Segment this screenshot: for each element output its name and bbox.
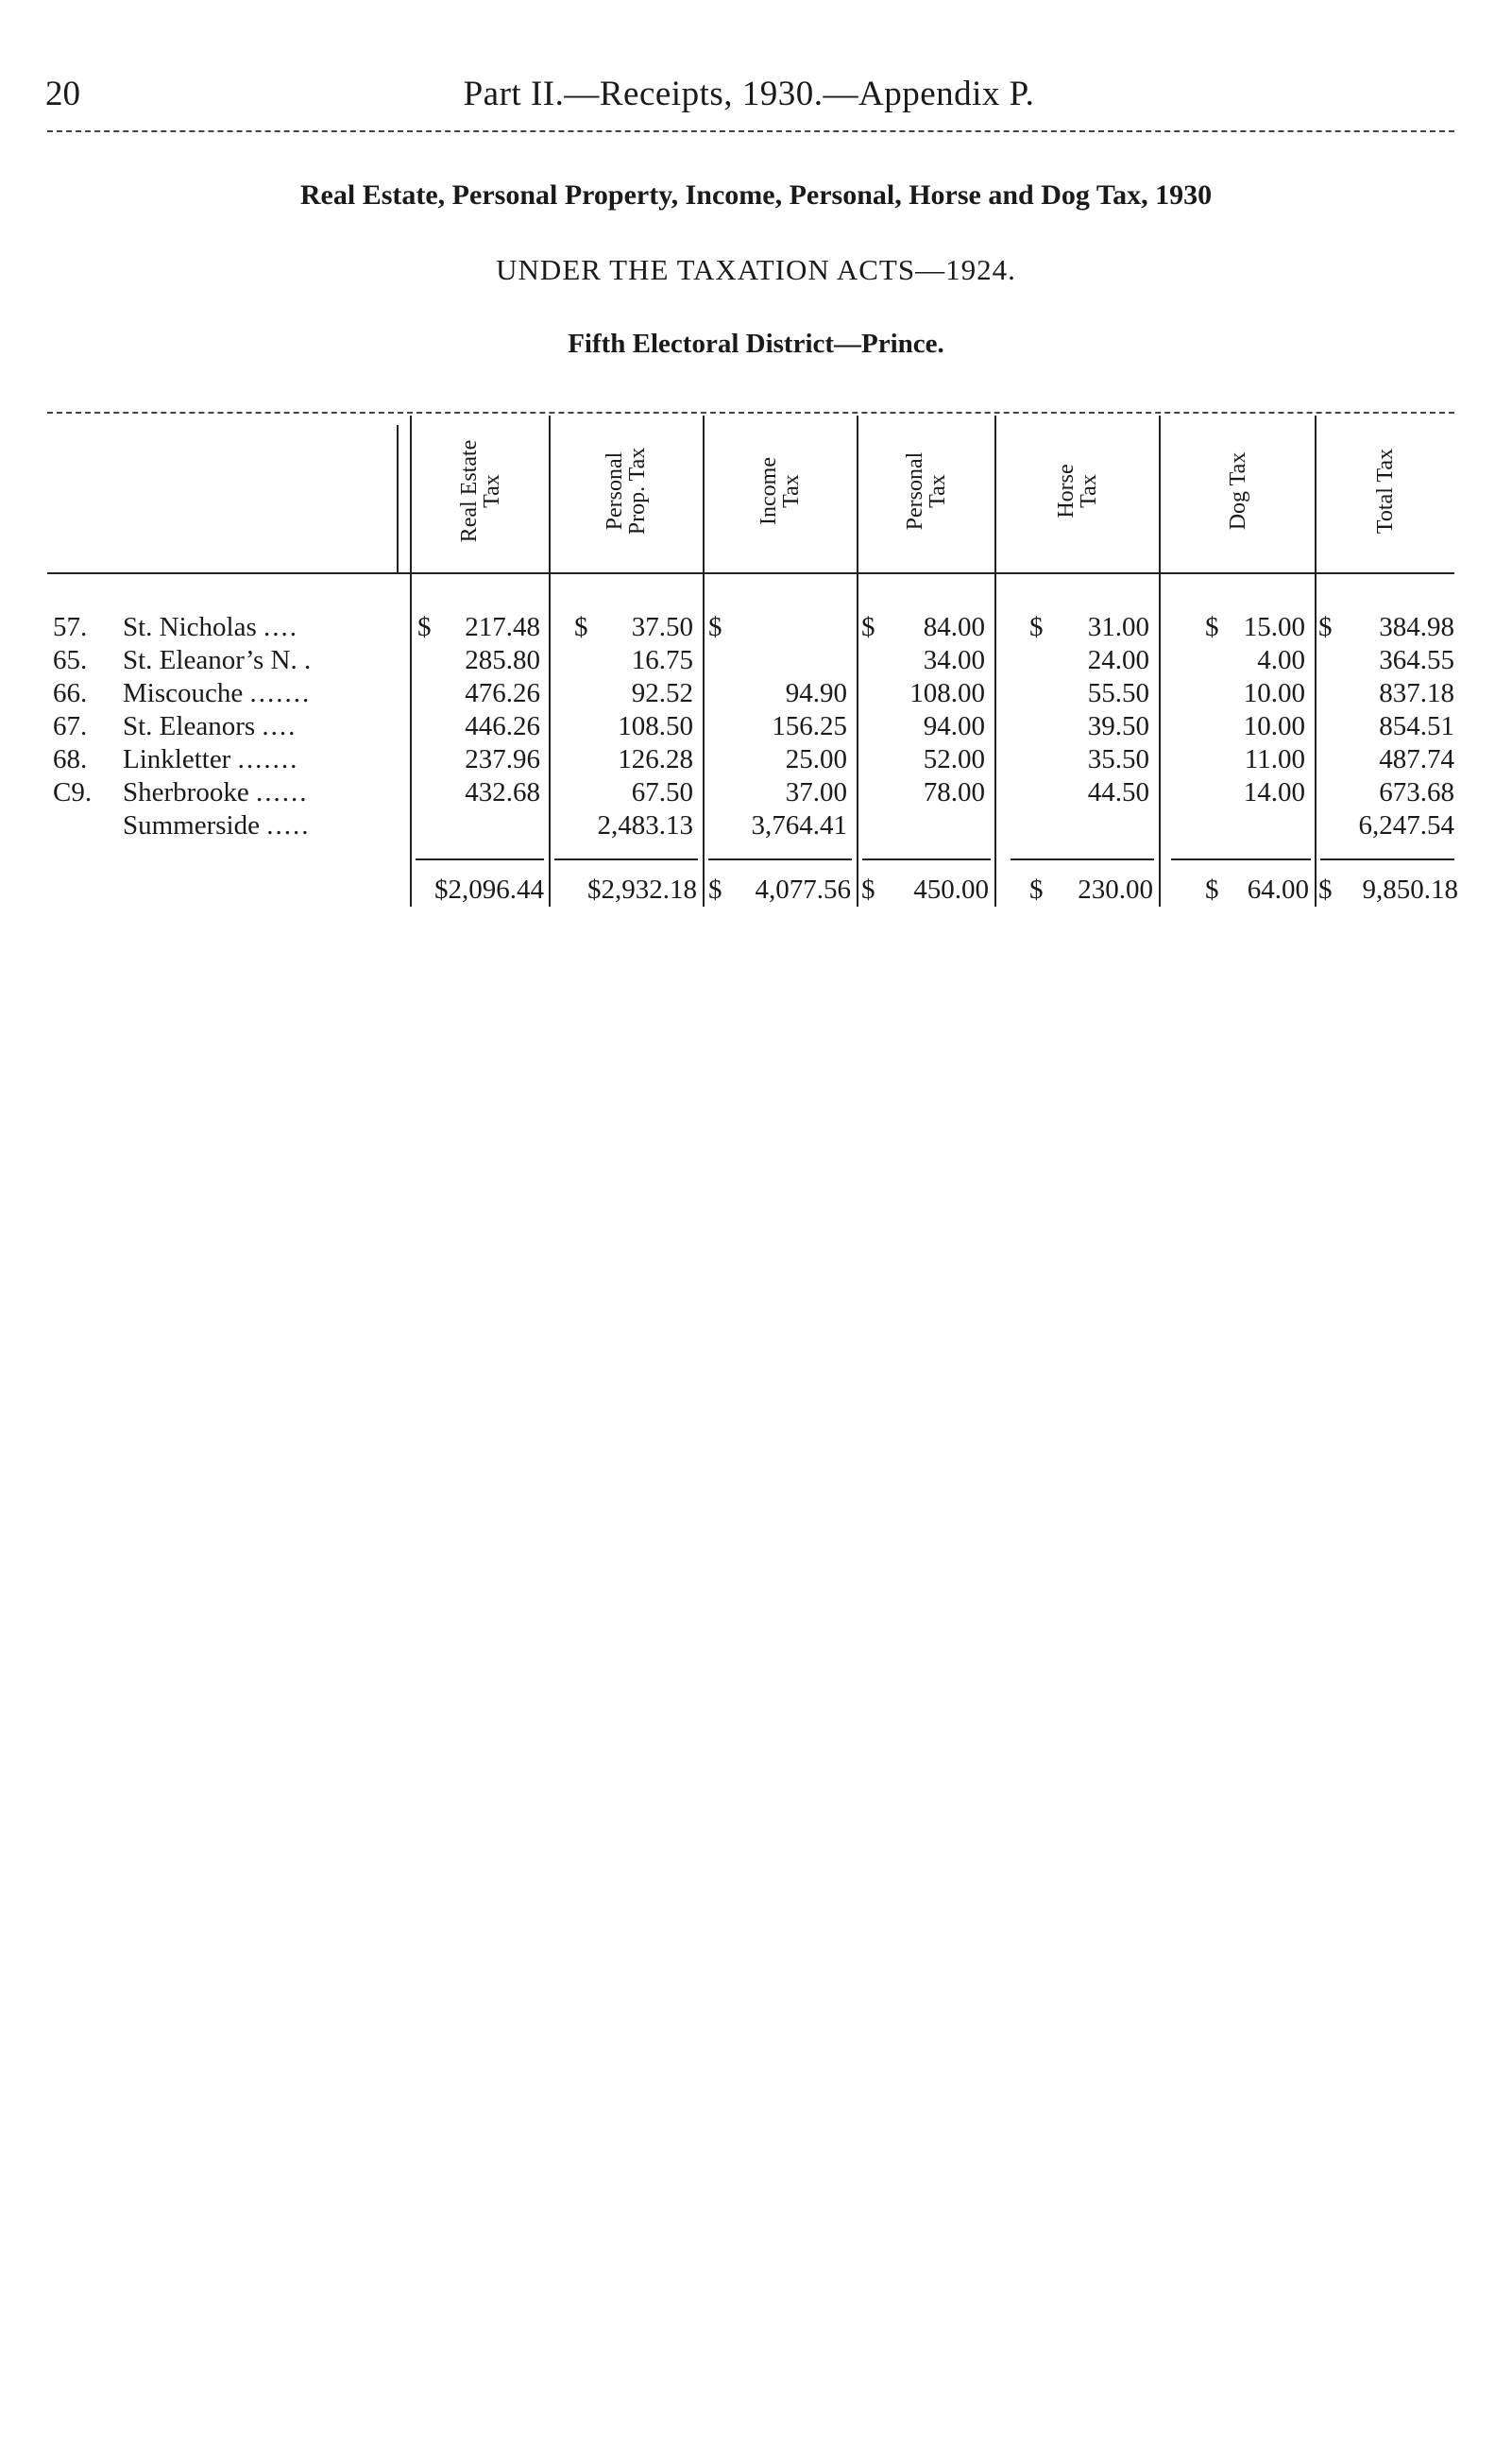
column-header-horse: Horse Tax: [1054, 464, 1101, 518]
currency-symbol: $: [1205, 875, 1219, 905]
cell-personal: 34.00: [923, 645, 985, 675]
total-horse: 230.00: [1078, 875, 1153, 905]
table-row: [0, 645, 1512, 679]
column-divider: [397, 425, 399, 572]
row-number: 57.: [53, 612, 88, 642]
cell-income: 37.00: [785, 777, 847, 807]
cell-horse: 31.00: [1087, 612, 1149, 642]
cell-personal-prop: 16.75: [631, 645, 693, 675]
cell-total: 6,247.54: [1358, 810, 1454, 841]
cell-total: 673.68: [1379, 777, 1454, 807]
cell-total: 364.55: [1379, 645, 1454, 675]
cell-horse: 55.50: [1087, 678, 1149, 708]
row-district-name: [123, 711, 297, 742]
column-header-personal-prop: Personal Prop. Tax: [603, 447, 650, 535]
table-top-rule: [47, 412, 1454, 414]
page-header: [45, 74, 1453, 121]
table-row: [0, 744, 1512, 778]
cell-dog: 14.00: [1243, 777, 1305, 807]
total-personal-prop: $2,932.18: [587, 875, 697, 905]
document-title: Real Estate, Personal Property, Income, Personal, Horse and Dog Tax, 1930: [299, 179, 1213, 211]
cell-personal-prop: 92.52: [631, 678, 693, 708]
district-name: St. Eleanor’s N.: [123, 645, 297, 675]
district-name: Sherbrooke: [123, 777, 249, 807]
totals-row: [0, 875, 1512, 909]
column-header-income: Income Tax: [756, 457, 804, 525]
cell-horse: 39.50: [1087, 711, 1149, 741]
cell-personal: 94.00: [923, 711, 985, 741]
currency-symbol: $: [861, 612, 875, 642]
table-row: [0, 612, 1512, 646]
cell-real-estate: 237.96: [465, 744, 540, 774]
cell-horse: 44.50: [1087, 777, 1149, 807]
district-name: Miscouche: [123, 678, 244, 708]
cell-personal: 108.00: [909, 678, 985, 708]
cell-real-estate: 285.80: [465, 645, 540, 675]
table-row: [0, 777, 1512, 811]
cell-dog: 10.00: [1243, 711, 1305, 741]
totals-rule: [708, 858, 852, 860]
totals-rule: [416, 858, 544, 860]
district-heading: Fifth Electoral District—Prince.: [568, 329, 944, 359]
row-number: 68.: [53, 744, 88, 774]
cell-income: 156.25: [772, 711, 847, 741]
district-name: St. Nicholas: [123, 612, 257, 642]
cell-personal-prop: 67.50: [631, 777, 693, 807]
total-total: 9,850.18: [1362, 875, 1458, 905]
currency-symbol: $: [708, 875, 722, 905]
row-district-name: [123, 612, 298, 643]
district-name: Summerside: [123, 810, 260, 841]
cell-real-estate: 476.26: [465, 678, 540, 708]
row-district-name: [123, 810, 311, 841]
dot-leader: ....: [262, 711, 297, 741]
table-row: [0, 810, 1512, 844]
cell-income: 3,764.41: [751, 810, 847, 841]
table-row: [0, 678, 1512, 712]
dot-leader: .......: [249, 678, 312, 708]
row-number: 66.: [53, 678, 88, 708]
cell-real-estate: 217.48: [465, 612, 540, 642]
cell-total: 854.51: [1379, 711, 1454, 741]
cell-income: 94.90: [785, 678, 847, 708]
table-row: [0, 711, 1512, 745]
cell-dog: 11.00: [1244, 744, 1305, 774]
currency-symbol: $: [1029, 875, 1044, 905]
column-header-total: Total Tax: [1373, 448, 1398, 535]
total-personal: 450.00: [913, 875, 989, 905]
row-district-name: [123, 645, 313, 676]
header-rule: [47, 130, 1454, 132]
table-header-bottom-rule: [47, 572, 1454, 574]
cell-personal-prop: 126.28: [618, 744, 693, 774]
dot-leader: ......: [255, 777, 309, 807]
total-dog: 64.00: [1247, 875, 1309, 905]
cell-dog: 10.00: [1243, 678, 1305, 708]
dot-leader: ....: [263, 612, 299, 642]
total-real-estate: $2,096.44: [434, 875, 544, 905]
total-income: 4,077.56: [755, 875, 851, 905]
column-header-personal: Personal Tax: [903, 451, 950, 531]
currency-symbol: $: [1318, 612, 1333, 642]
row-number: 65.: [53, 645, 88, 675]
column-header-real-estate: Real Estate Tax: [456, 439, 504, 543]
cell-personal-prop: 2,483.13: [597, 810, 693, 841]
cell-personal: 84.00: [923, 612, 985, 642]
cell-dog: 15.00: [1243, 612, 1305, 642]
cell-personal-prop: 108.50: [618, 711, 693, 741]
cell-personal: 52.00: [923, 744, 985, 774]
cell-real-estate: 432.68: [465, 777, 540, 807]
cell-personal: 78.00: [923, 777, 985, 807]
currency-symbol: $: [708, 612, 722, 642]
document-subtitle: UNDER THE TAXATION ACTS—1924.: [496, 253, 1016, 286]
currency-symbol: $: [1029, 612, 1044, 642]
currency-symbol: $: [1318, 875, 1333, 905]
currency-symbol: $: [574, 612, 588, 642]
currency-symbol: $: [1205, 612, 1219, 642]
totals-rule: [554, 858, 698, 860]
cell-real-estate: 446.26: [465, 711, 540, 741]
totals-rule: [1320, 858, 1454, 860]
dot-leader: .......: [237, 744, 299, 774]
cell-total: 487.74: [1379, 744, 1454, 774]
row-district-name: [123, 678, 311, 709]
dot-leader: .: [303, 645, 314, 675]
cell-total: 384.98: [1379, 612, 1454, 642]
cell-horse: 24.00: [1087, 645, 1149, 675]
row-number: 67.: [53, 711, 88, 741]
totals-rule: [1171, 858, 1311, 860]
currency-symbol: $: [861, 875, 875, 905]
row-district-name: [123, 777, 308, 808]
dot-leader: .....: [266, 810, 311, 841]
row-district-name: [123, 744, 298, 775]
cell-total: 837.18: [1379, 678, 1454, 708]
cell-personal-prop: 37.50: [631, 612, 693, 642]
page-heading: Part II.—Receipts, 1930.—Appendix P.: [463, 75, 1035, 113]
district-name: Linkletter: [123, 744, 231, 774]
currency-symbol: $: [417, 612, 432, 642]
column-header-dog: Dog Tax: [1225, 451, 1250, 531]
cell-horse: 35.50: [1087, 744, 1149, 774]
totals-rule: [862, 858, 991, 860]
cell-income: 25.00: [785, 744, 847, 774]
page-number: 20: [45, 75, 80, 113]
row-number: C9.: [53, 777, 93, 807]
cell-dog: 4.00: [1257, 645, 1305, 675]
totals-rule: [1011, 858, 1154, 860]
district-name: St. Eleanors: [123, 711, 256, 741]
